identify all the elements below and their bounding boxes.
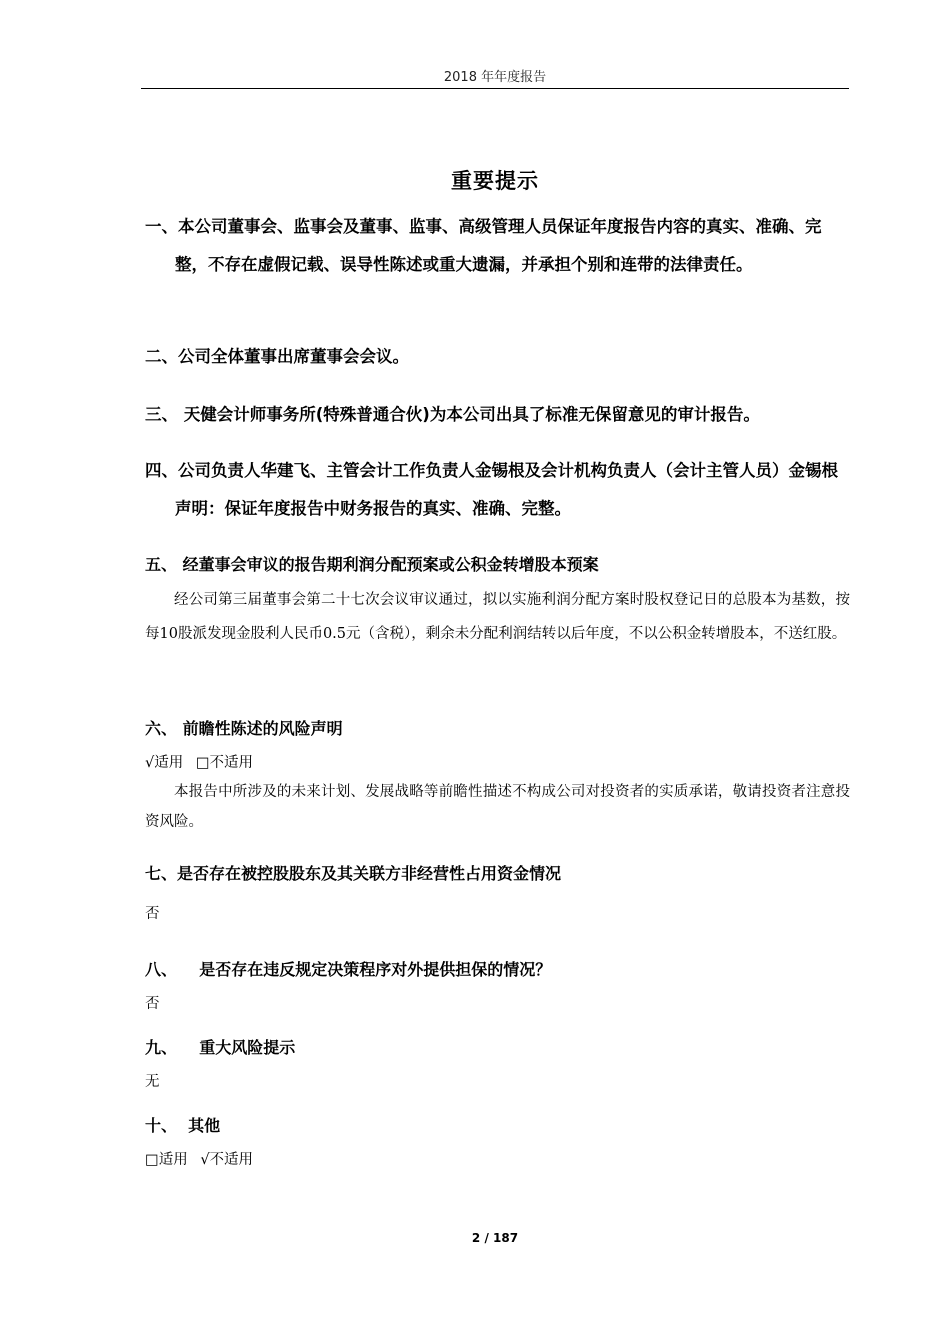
section-1	[145, 208, 850, 284]
page-title: 重要提示	[451, 169, 539, 193]
section-8	[145, 958, 850, 1016]
section-8-heading: 八、 是否存在违反规定决策程序对外提供担保的情况？	[145, 960, 552, 979]
section-9	[145, 1036, 850, 1094]
section-6	[145, 717, 850, 837]
section-3	[145, 396, 850, 434]
option-applicable: □适用	[145, 1152, 188, 1168]
section-4-text: 四、公司负责人华建飞、主管会计工作负责人金锡根及会计机构负责人（会计主管人员）金锡根声明：保证年度报告中财务报告的真实、准确、完整。	[145, 461, 838, 518]
section-1-text: 一、本公司董事会、监事会及董事、监事、高级管理人员保证年度报告内容的真实、准确、完整，不存在虚假记载、误导性陈述或重大遗漏，并承担个别和连带的法律责任。	[145, 217, 822, 274]
page-header: 2018 年年度报告	[443, 70, 547, 85]
section-6-options	[145, 751, 850, 775]
section-4	[145, 452, 850, 528]
section-6-heading: 六、 前瞻性陈述的风险声明	[145, 719, 343, 738]
section-7-answer: 否	[145, 906, 160, 922]
header-rule	[141, 88, 849, 89]
section-2-text: 二、公司全体董事出席董事会会议。	[145, 347, 409, 366]
section-7-heading: 七、是否存在被控股股东及其关联方非经营性占用资金情况	[145, 864, 562, 883]
section-8-answer: 否	[145, 996, 160, 1012]
section-5	[145, 553, 850, 651]
section-10-heading: 十、 其他	[145, 1116, 221, 1135]
section-10	[145, 1114, 850, 1172]
section-3-text: 三、 天健会计师事务所(特殊普通合伙)为本公司出具了标准无保留意见的审计报告。	[145, 405, 760, 424]
page-number: 2 / 187	[471, 1231, 519, 1245]
option-applicable-checked: √适用	[145, 755, 184, 771]
section-2	[145, 338, 850, 376]
option-not-applicable: □不适用	[195, 755, 254, 771]
section-9-heading: 九、 重大风险提示	[145, 1038, 296, 1057]
section-6-body: 本报告中所涉及的未来计划、发展战略等前瞻性描述不构成公司对投资者的实质承诺，敬请投资者注意投资风险。	[145, 784, 850, 830]
section-10-options	[145, 1148, 850, 1172]
section-5-body: 经公司第三届董事会第二十七次会议审议通过，拟以实施利润分配方案时股权登记日的总股本为基数，按每10股派发现金股利人民币0.5元（含税），剩余未分配利润结转以后年度，不以公积金转增股本，不送红股。	[145, 592, 850, 642]
section-9-answer: 无	[145, 1074, 160, 1090]
section-5-heading: 五、 经董事会审议的报告期利润分配预案或公积金转增股本预案	[145, 555, 599, 574]
section-7	[145, 862, 850, 926]
option-not-applicable-checked: √不适用	[200, 1152, 254, 1168]
